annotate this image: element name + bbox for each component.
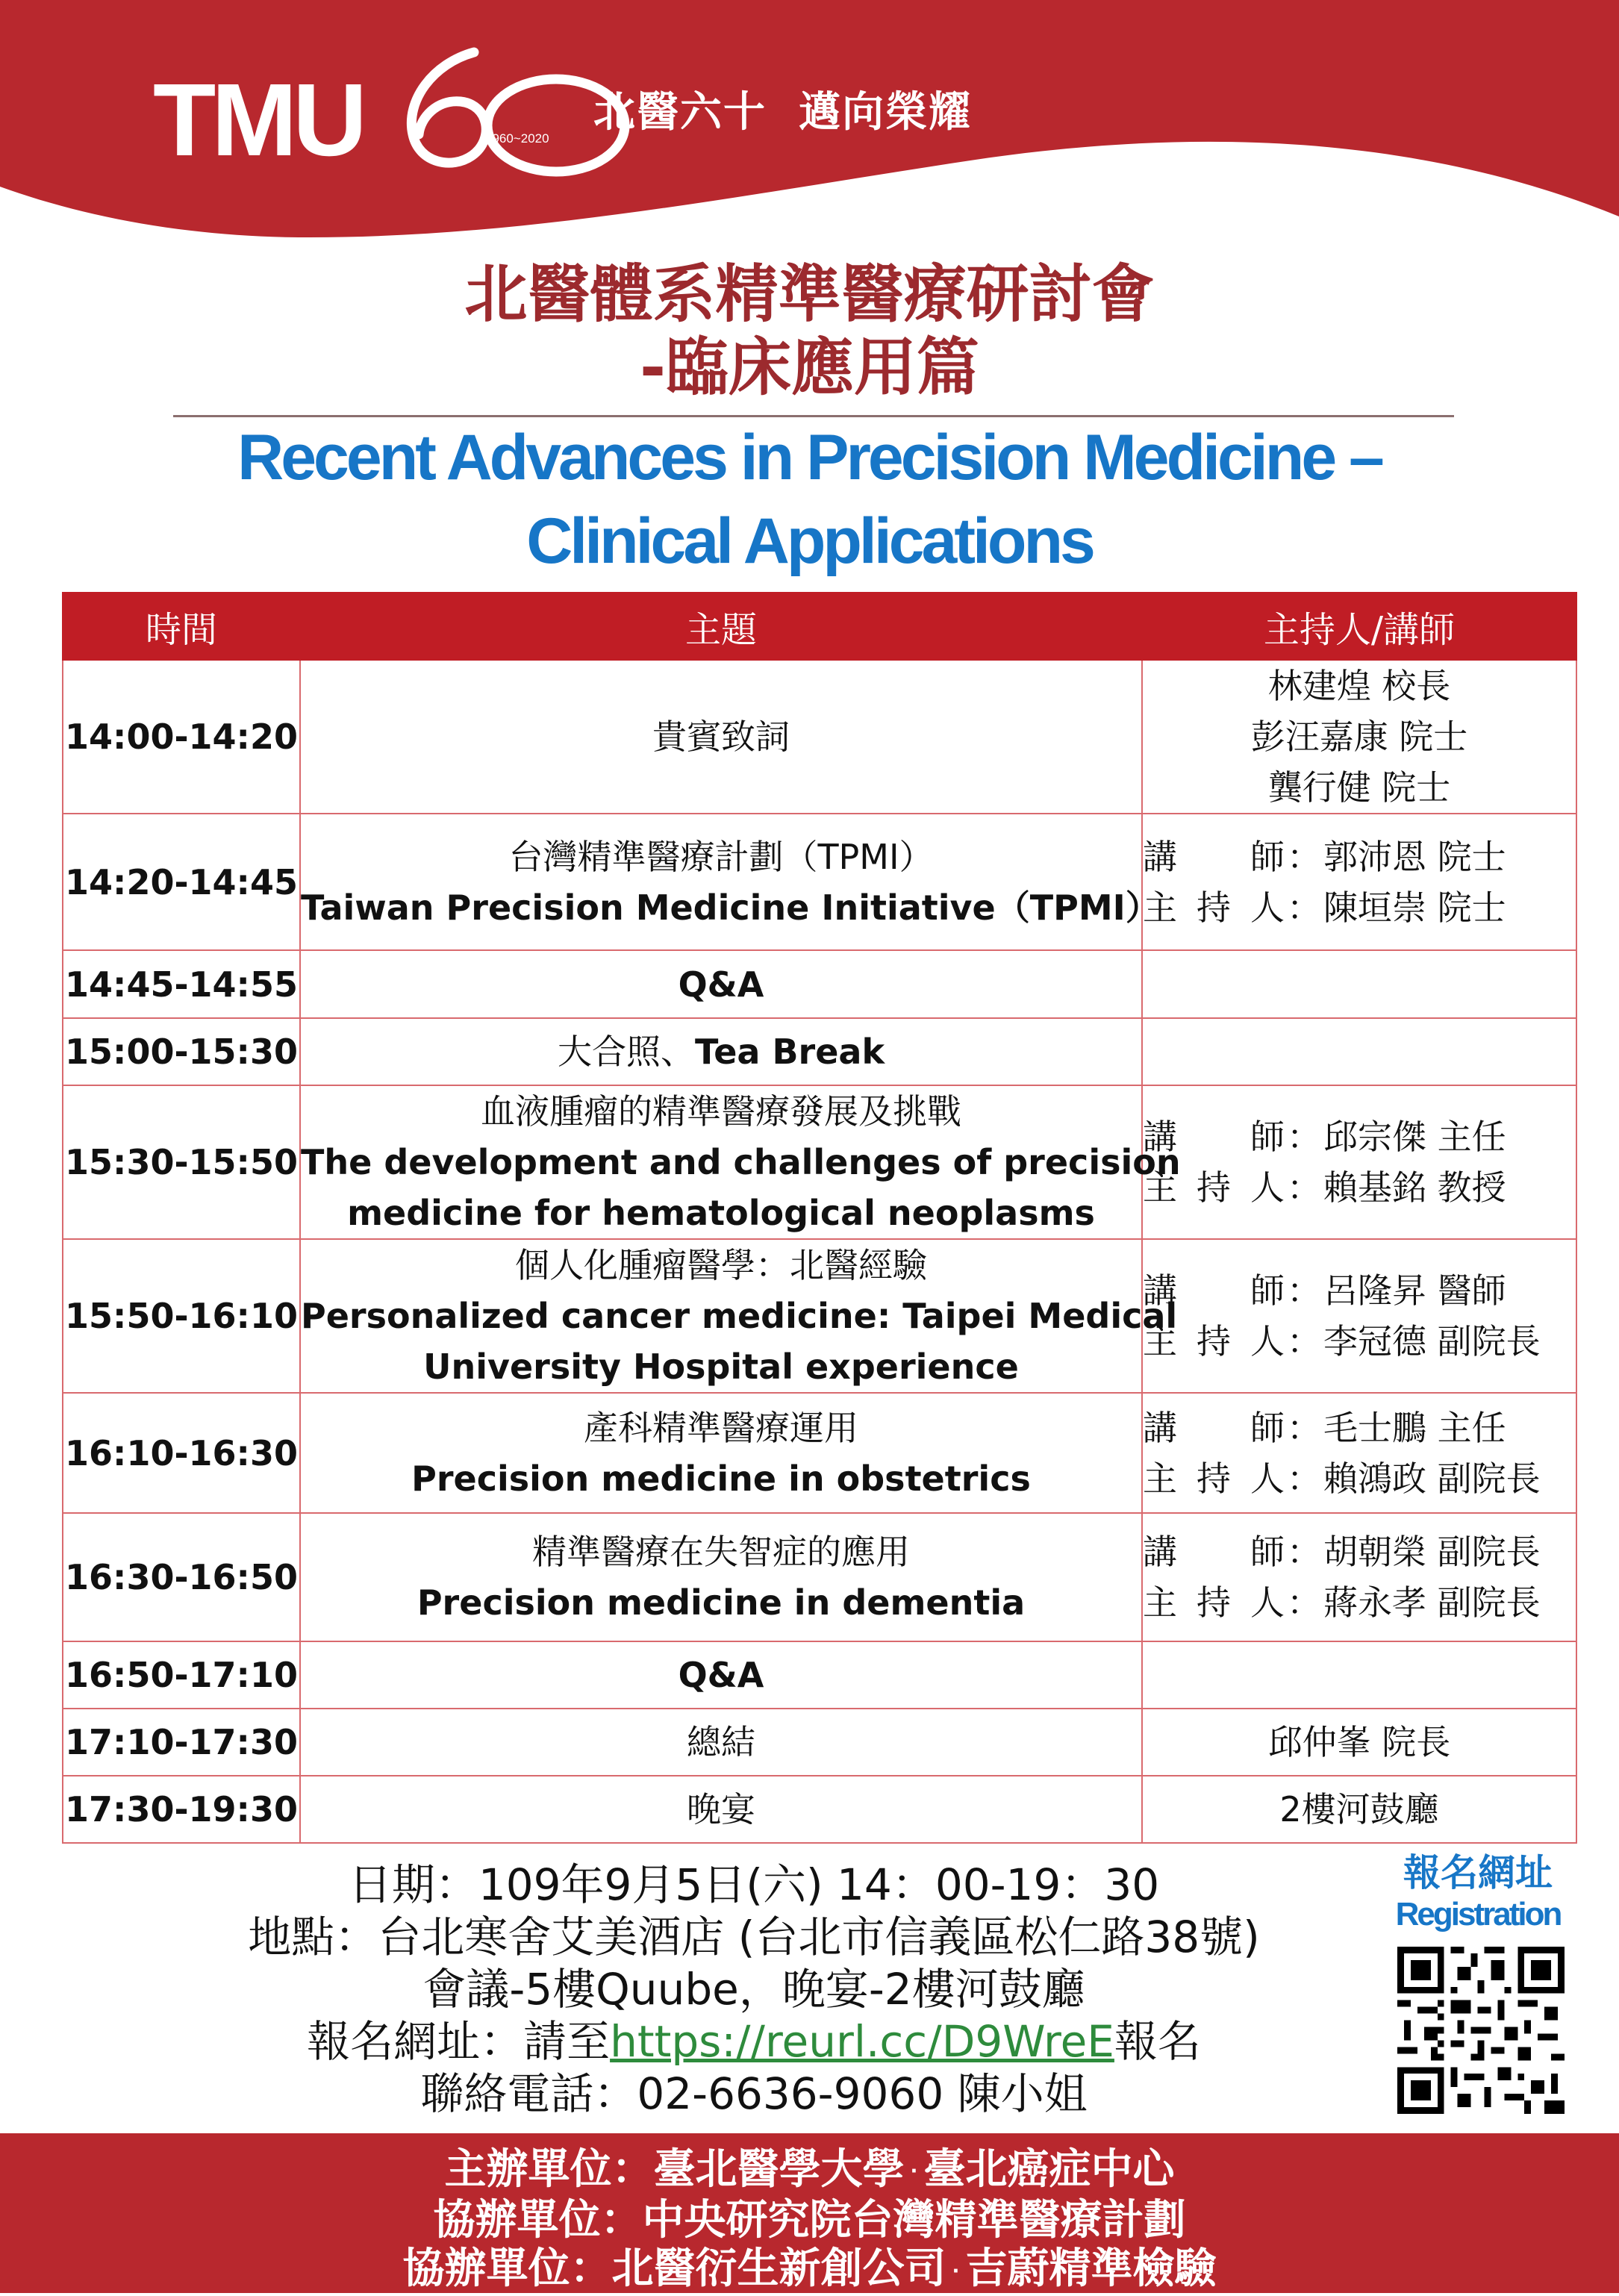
colon: ： [1287, 1458, 1321, 1499]
session-time: 16:50-17:10 [63, 1641, 300, 1709]
colon: ： [1287, 1270, 1321, 1311]
session-topic [300, 660, 1142, 814]
register-prefix: 報名網址：請至 [307, 2016, 611, 2067]
host-name: 彭汪嘉康 院士 [1250, 717, 1468, 757]
table-row [63, 1709, 1576, 1776]
registration-block [1381, 1850, 1575, 1933]
separator-dot: · [910, 2160, 918, 2183]
session-topic [300, 950, 1142, 1018]
session-hosts [1142, 950, 1576, 1018]
topic-zh: 產科精準醫療運用 [584, 1407, 858, 1448]
table-row [63, 1018, 1576, 1085]
organizer-name: 臺北癌症中心 [923, 2145, 1175, 2194]
moderator-label: 主持人 [1143, 887, 1285, 928]
contact-phone: 聯絡電話：02-6636-9060 陳小姐 [420, 2068, 1088, 2119]
slogan: 北醫六十 邁向榮耀 [593, 88, 972, 137]
colon: ： [1287, 1532, 1321, 1572]
registration-label-en: Registration [1395, 1896, 1561, 1932]
table-row [63, 660, 1576, 814]
event-rooms: 會議-5樓Quube，晚宴-2樓河鼓廳 [422, 1964, 1085, 2015]
register-suffix: 報名 [1114, 2016, 1201, 2067]
colon: ： [1287, 887, 1321, 928]
session-time: 14:00-14:20 [63, 660, 300, 814]
session-time: 15:00-15:30 [63, 1018, 300, 1085]
session-topic [300, 1018, 1142, 1085]
title-chinese-line1: 北醫體系精準醫療研討會 [464, 258, 1155, 331]
session-hosts [1142, 660, 1576, 814]
topic-en: The development and challenges of precision [301, 1142, 1181, 1182]
host-name: 林建煌 校長 [1267, 666, 1451, 706]
moderator-name: 李冠德 副院長 [1323, 1321, 1541, 1361]
colon: ： [1287, 1167, 1321, 1208]
header-host: 主持人/講師 [1142, 593, 1576, 660]
topic-zh: 個人化腫瘤醫學：北醫經驗 [515, 1245, 927, 1285]
session-topic [300, 1709, 1142, 1776]
topic-zh: 精準醫療在失智症的應用 [532, 1532, 910, 1572]
session-hosts [1142, 1641, 1576, 1709]
table-row [63, 1513, 1576, 1641]
speaker-name: 毛士鵬 主任 [1323, 1407, 1506, 1448]
topic-zh: 晚宴 [687, 1789, 755, 1829]
speaker-name: 呂隆昇 醫師 [1323, 1270, 1506, 1311]
agenda-header-row [63, 593, 1576, 660]
session-topic [300, 1085, 1181, 1239]
session-time: 17:10-17:30 [63, 1709, 300, 1776]
session-hosts [1142, 814, 1576, 950]
moderator-label: 主持人 [1143, 1582, 1285, 1623]
co-organizer-name: 北醫衍生新創公司 [611, 2244, 946, 2294]
co-organizer-name: 中央研究院台灣精準醫療計劃 [642, 2196, 1186, 2245]
session-topic [300, 814, 1160, 950]
host-name: 邱仲峯 院長 [1267, 1722, 1451, 1762]
session-time: 15:30-15:50 [63, 1085, 300, 1239]
organizer-label: 主辦單位： [444, 2145, 654, 2194]
event-venue: 地點：台北寒舍艾美酒店 (台北市信義區松仁路38號) [248, 1912, 1260, 1962]
separator-dot: · [952, 2259, 960, 2283]
event-info [179, 1859, 1329, 2120]
session-hosts [1142, 1776, 1576, 1843]
table-row [63, 1641, 1576, 1709]
colon: ： [1287, 1407, 1321, 1448]
session-hosts [1142, 1709, 1576, 1776]
session-time: 14:45-14:55 [63, 950, 300, 1018]
agenda-table [62, 592, 1577, 1844]
co-organizer-label: 協辦單位： [433, 2196, 643, 2245]
topic-zh: 大合照、 [557, 1032, 695, 1072]
session-hosts [1142, 1239, 1576, 1393]
title-divider [173, 415, 1454, 417]
topic-zh: 血液腫瘤的精準醫療發展及挑戰 [481, 1091, 961, 1132]
title-english-line2: Clinical Applications [526, 505, 1093, 577]
speaker-label: 講師 [1143, 1117, 1285, 1157]
colon: ： [1287, 1321, 1321, 1361]
topic-en: Precision medicine in obstetrics [411, 1458, 1031, 1499]
table-row [63, 1393, 1576, 1513]
topic-en: Tea Break [694, 1032, 885, 1072]
table-row [63, 1239, 1576, 1393]
session-time: 16:30-16:50 [63, 1513, 300, 1641]
header-time: 時間 [63, 593, 300, 660]
moderator-label: 主持人 [1143, 1321, 1285, 1361]
topic-zh: 貴賓致詞 [652, 717, 790, 757]
speaker-label: 講師 [1143, 836, 1285, 877]
organizer-line [0, 2145, 1619, 2196]
co-organizer-line [0, 2244, 1619, 2295]
topic-en: medicine for hematological neoplasms [347, 1193, 1095, 1233]
moderator-name: 蔣永孝 副院長 [1323, 1582, 1541, 1623]
registration-label-zh: 報名網址 [1403, 1851, 1553, 1894]
session-time: 17:30-19:30 [63, 1776, 300, 1843]
co-organizer-name: 吉蔚精準檢驗 [965, 2244, 1217, 2294]
host-name: 龔行健 院士 [1267, 767, 1451, 808]
title-chinese-line2: -臨床應用篇 [640, 331, 979, 404]
session-hosts [1142, 1018, 1576, 1085]
event-date: 日期：109年9月5日(六) 14：00-19：30 [348, 1859, 1160, 1910]
session-topic [300, 1239, 1178, 1393]
table-row [63, 1776, 1576, 1843]
colon: ： [1287, 1582, 1321, 1623]
moderator-label: 主持人 [1143, 1458, 1285, 1499]
session-topic [300, 1513, 1142, 1641]
logo-text: TMU [153, 63, 363, 178]
topic-en: Precision medicine in dementia [417, 1582, 1026, 1623]
co-organizer-label: 協辦單位： [402, 2244, 612, 2294]
speaker-name: 郭沛恩 院士 [1323, 836, 1506, 877]
speaker-name: 胡朝榮 副院長 [1323, 1532, 1541, 1572]
speaker-name: 邱宗傑 主任 [1323, 1117, 1506, 1157]
topic-en: Taiwan Precision Medicine Initiative（TPMI） [301, 887, 1160, 928]
moderator-name: 賴基銘 教授 [1323, 1167, 1506, 1208]
topic-zh: 台灣精準醫療計劃（TPMI） [508, 836, 934, 877]
footer-organizers [0, 2133, 1619, 2293]
speaker-label: 講師 [1143, 1532, 1285, 1572]
topic-en: Q&A [678, 1655, 764, 1695]
session-hosts [1142, 1393, 1576, 1513]
session-time: 15:50-16:10 [63, 1239, 300, 1393]
qr-code-icon[interactable] [1397, 1947, 1565, 2114]
moderator-name: 陳垣崇 院士 [1323, 887, 1506, 928]
session-topic [300, 1776, 1142, 1843]
topic-zh: 總結 [687, 1722, 755, 1762]
topic-en: Q&A [678, 964, 764, 1005]
title-english-line1: Recent Advances in Precision Medicine – [237, 422, 1382, 493]
topic-en: Personalized cancer medicine: Taipei Medical [301, 1296, 1178, 1336]
colon: ： [1287, 1117, 1321, 1157]
logo-years: 1960~2020 [485, 131, 549, 146]
table-row [63, 814, 1576, 950]
session-hosts [1142, 1513, 1576, 1641]
co-organizer-line [0, 2196, 1619, 2244]
moderator-name: 賴鴻政 副院長 [1323, 1458, 1541, 1499]
session-topic [300, 1641, 1142, 1709]
moderator-label: 主持人 [1143, 1167, 1285, 1208]
registration-line [179, 2015, 1329, 2068]
speaker-label: 講師 [1143, 1407, 1285, 1448]
session-time: 16:10-16:30 [63, 1393, 300, 1513]
session-time: 14:20-14:45 [63, 814, 300, 950]
table-row [63, 950, 1576, 1018]
topic-en: University Hospital experience [423, 1347, 1019, 1387]
registration-link[interactable]: https://reurl.cc/D9WreE [610, 2016, 1114, 2067]
host-name: 2樓河鼓廳 [1279, 1789, 1439, 1829]
organizer-name: 臺北醫學大學 [653, 2145, 905, 2194]
tmu60-logo [153, 30, 571, 179]
session-hosts [1142, 1085, 1576, 1239]
session-topic [300, 1393, 1142, 1513]
header-topic: 主題 [300, 593, 1142, 660]
table-row [63, 1085, 1576, 1239]
speaker-label: 講師 [1143, 1270, 1285, 1311]
colon: ： [1287, 836, 1321, 877]
